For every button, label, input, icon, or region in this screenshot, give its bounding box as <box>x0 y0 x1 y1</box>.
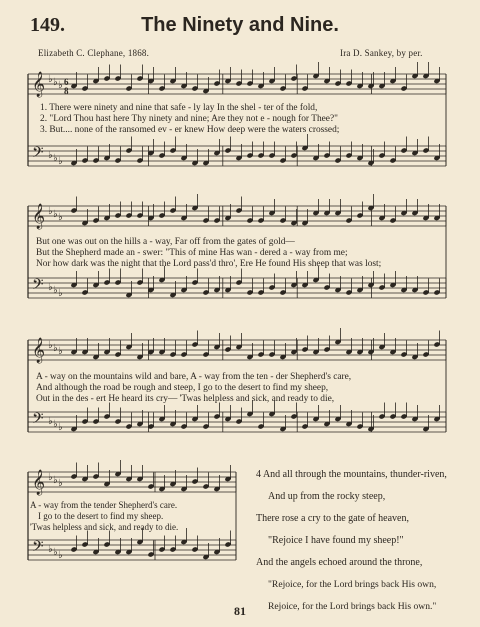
system-3-flat: ♭ <box>58 422 63 433</box>
system-1-flat: ♭ <box>53 77 58 88</box>
stanza4-line-2: And up from the rocky steep, <box>268 491 386 502</box>
system-4-flat: ♭ <box>48 472 53 483</box>
lyric-line-s1-v3: 3. But.... none of the ransomed ev - er knew How deep were the waters crossed; <box>40 125 340 135</box>
system-4-flat: ♭ <box>58 550 63 561</box>
system-2-flat: ♭ <box>48 206 53 217</box>
system-4-treble-clef: 𝄞 <box>32 470 46 495</box>
hymn-number: 149. <box>30 14 65 36</box>
lyric-line-s2-v3: Nor how dark was the night that the Lord pass'd thro', Ere He found His sheep that was lost; <box>36 259 382 269</box>
system-2-flat: ♭ <box>58 212 63 223</box>
stanza4-line-4: "Rejoice I have found my sheep!" <box>268 535 404 546</box>
stanza4-line-3: There rose a cry to the gate of heaven, <box>256 513 409 524</box>
time-signature-top: 6 <box>64 77 69 87</box>
system-1-flat: ♭ <box>48 150 53 161</box>
lyric-line-s4-v3: 'Twas helpless and sick, and ready to die. <box>30 522 179 532</box>
author-credit: Elizabeth C. Clephane, 1868. <box>38 48 150 58</box>
system-3-flat: ♭ <box>58 346 63 357</box>
system-4-flat: ♭ <box>58 478 63 489</box>
system-3-flat: ♭ <box>48 340 53 351</box>
stanza4-line-6: "Rejoice, for the Lord brings back His own, <box>268 579 437 590</box>
system-2-flat: ♭ <box>53 209 58 220</box>
system-4-flat: ♭ <box>53 475 58 486</box>
composer-credit: Ira D. Sankey, by per. <box>340 48 423 58</box>
stanza4-line-5: And the angels echoed around the throne, <box>256 557 423 568</box>
system-2-flat: ♭ <box>48 282 53 293</box>
lyric-line-s2-v1: But one was out on the hills a - way, Far off from the gates of gold— <box>36 237 295 247</box>
system-1-bass-clef: 𝄢 <box>32 144 44 165</box>
time-signature-bottom: 8 <box>64 86 69 96</box>
lyric-line-s3-v1: A - way on the mountains wild and bare, A - way from the ten - der Shepherd's care, <box>36 372 352 382</box>
stanza4-line-7: Rejoice, for the Lord brings back His own." <box>268 601 437 612</box>
system-2-bass-clef: 𝄢 <box>32 276 44 297</box>
lyric-line-s4-v1: A - way from the tender Shepherd's care. <box>30 500 178 510</box>
system-4-bass-clef: 𝄢 <box>32 538 44 559</box>
system-2-flat: ♭ <box>53 285 58 296</box>
lyric-line-s3-v3: Out in the des - ert He heard its cry— 'Twas helpless and sick, and ready to die, <box>36 394 335 404</box>
system-1-flat: ♭ <box>58 156 63 167</box>
system-3-flat: ♭ <box>53 419 58 430</box>
system-2-flat: ♭ <box>58 288 63 299</box>
system-4-flat: ♭ <box>48 544 53 555</box>
system-1-treble-clef: 𝄞 <box>32 72 46 97</box>
hymn-title: The Ninety and Nine. <box>141 14 339 36</box>
system-4-flat: ♭ <box>53 547 58 558</box>
system-3-treble-clef: 𝄞 <box>32 338 46 363</box>
lyric-line-s2-v2: But the Shepherd made an - swer: "This of mine Has wan - dered a - way from me; <box>36 248 348 258</box>
system-1-flat: ♭ <box>53 153 58 164</box>
lyric-line-s1-v1: 1. There were ninety and nine that safe - ly lay In the shel - ter of the fold, <box>40 103 318 113</box>
system-3-bass-clef: 𝄢 <box>32 410 44 431</box>
lyric-line-s4-v2: I go to the desert to find my sheep. <box>38 511 164 521</box>
system-3-flat: ♭ <box>48 416 53 427</box>
system-3-flat: ♭ <box>53 343 58 354</box>
system-1-flat: ♭ <box>58 80 63 91</box>
lyric-line-s1-v2: 2. "Lord Thou hast here Thy ninety and nine; Are they not e - nough for Thee?" <box>40 114 338 124</box>
system-2-treble-clef: 𝄞 <box>32 204 46 229</box>
lyric-line-s3-v2: And although the road be rough and steep, I go to the desert to find my sheep, <box>36 383 329 393</box>
system-1-flat: ♭ <box>48 74 53 85</box>
page-number: 81 <box>234 604 246 618</box>
stanza4-line-1: 4 And all through the mountains, thunder-riven, <box>256 469 447 480</box>
